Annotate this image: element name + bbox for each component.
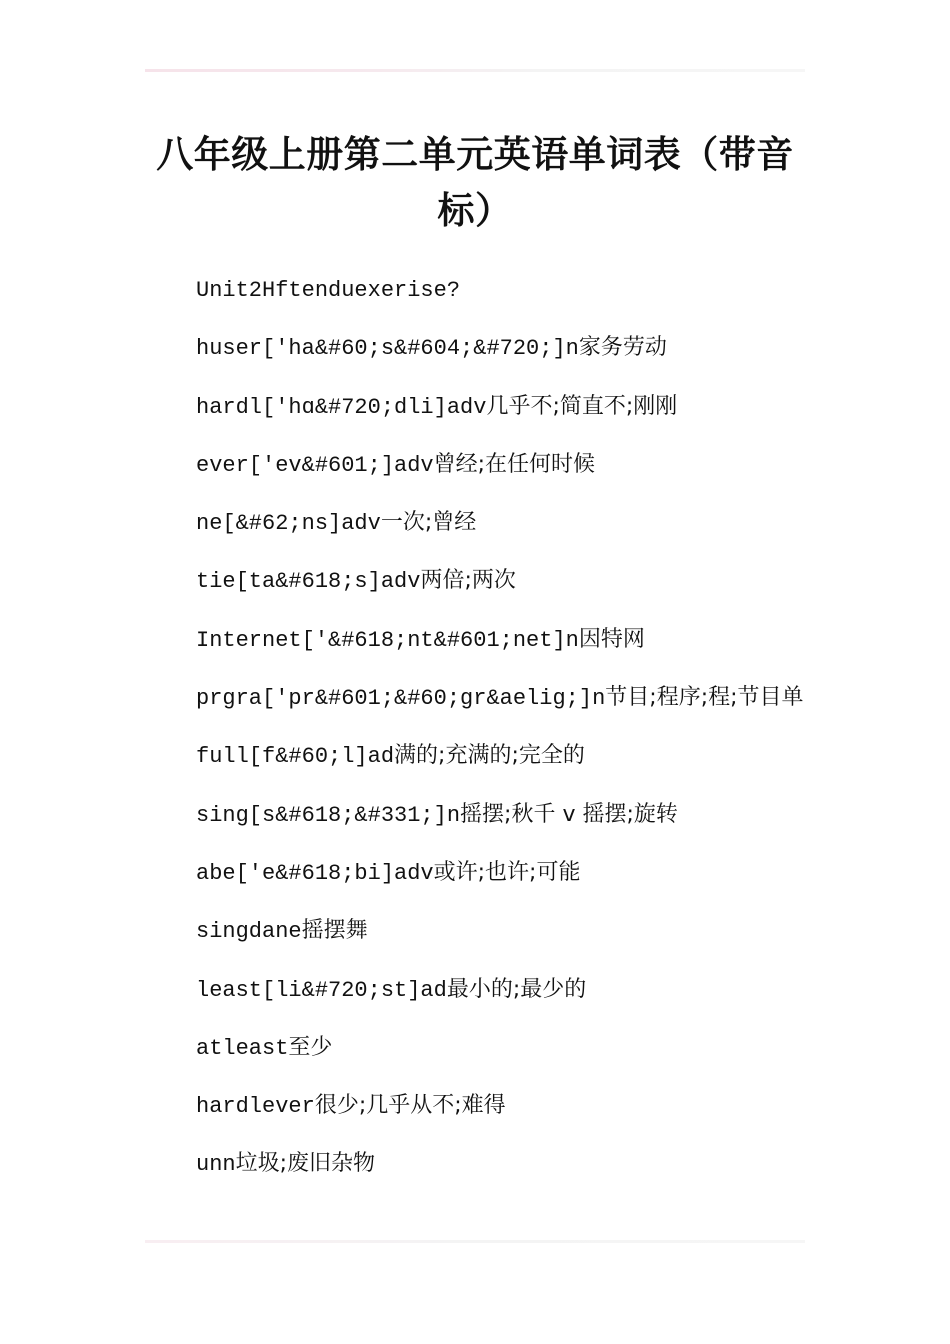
list-item: huser['ha&#60;s&#604;&#720;]n家务劳动 — [196, 335, 667, 362]
list-item: hardl['hɑ&#720;dli]adv几乎不;简直不;刚刚 — [196, 393, 678, 420]
list-item: Unit2Hftenduexerise? — [196, 278, 461, 303]
vocabulary-list — [148, 262, 808, 1194]
list-item: abe['e&#618;bi]adv或许;也许;可能 — [196, 859, 581, 886]
list-item: sing[s&#618;&#331;]n摇摆;秋千 v 摇摆;旋转 — [196, 801, 678, 828]
list-item: full[f&#60;l]ad满的;充满的;完全的 — [196, 743, 585, 770]
list-item: unn垃圾;废旧杂物 — [196, 1151, 376, 1178]
header-rule — [145, 69, 805, 72]
footer-rule — [145, 1240, 805, 1243]
list-item: tie[ta&#618;s]adv两倍;两次 — [196, 568, 516, 595]
document-title: 八年级上册第二单元英语单词表（带音标） — [156, 132, 794, 232]
list-item: ever['ev&#601;]adv曾经;在任何时候 — [196, 451, 596, 478]
list-item: hardlever很少;几乎从不;难得 — [196, 1093, 506, 1120]
list-item: Internet['&#618;nt&#601;net]n因特网 — [196, 626, 645, 653]
list-item: ne[&#62;ns]adv一次;曾经 — [196, 510, 477, 537]
list-item: singdane摇摆舞 — [196, 918, 368, 945]
list-item: prgra['pr&#601;&#60;gr&aelig;]n节目;程序;程;节目单 — [196, 685, 804, 712]
list-item: least[li&#720;st]ad最小的;最少的 — [196, 976, 587, 1003]
list-item: atleast至少 — [196, 1034, 333, 1061]
